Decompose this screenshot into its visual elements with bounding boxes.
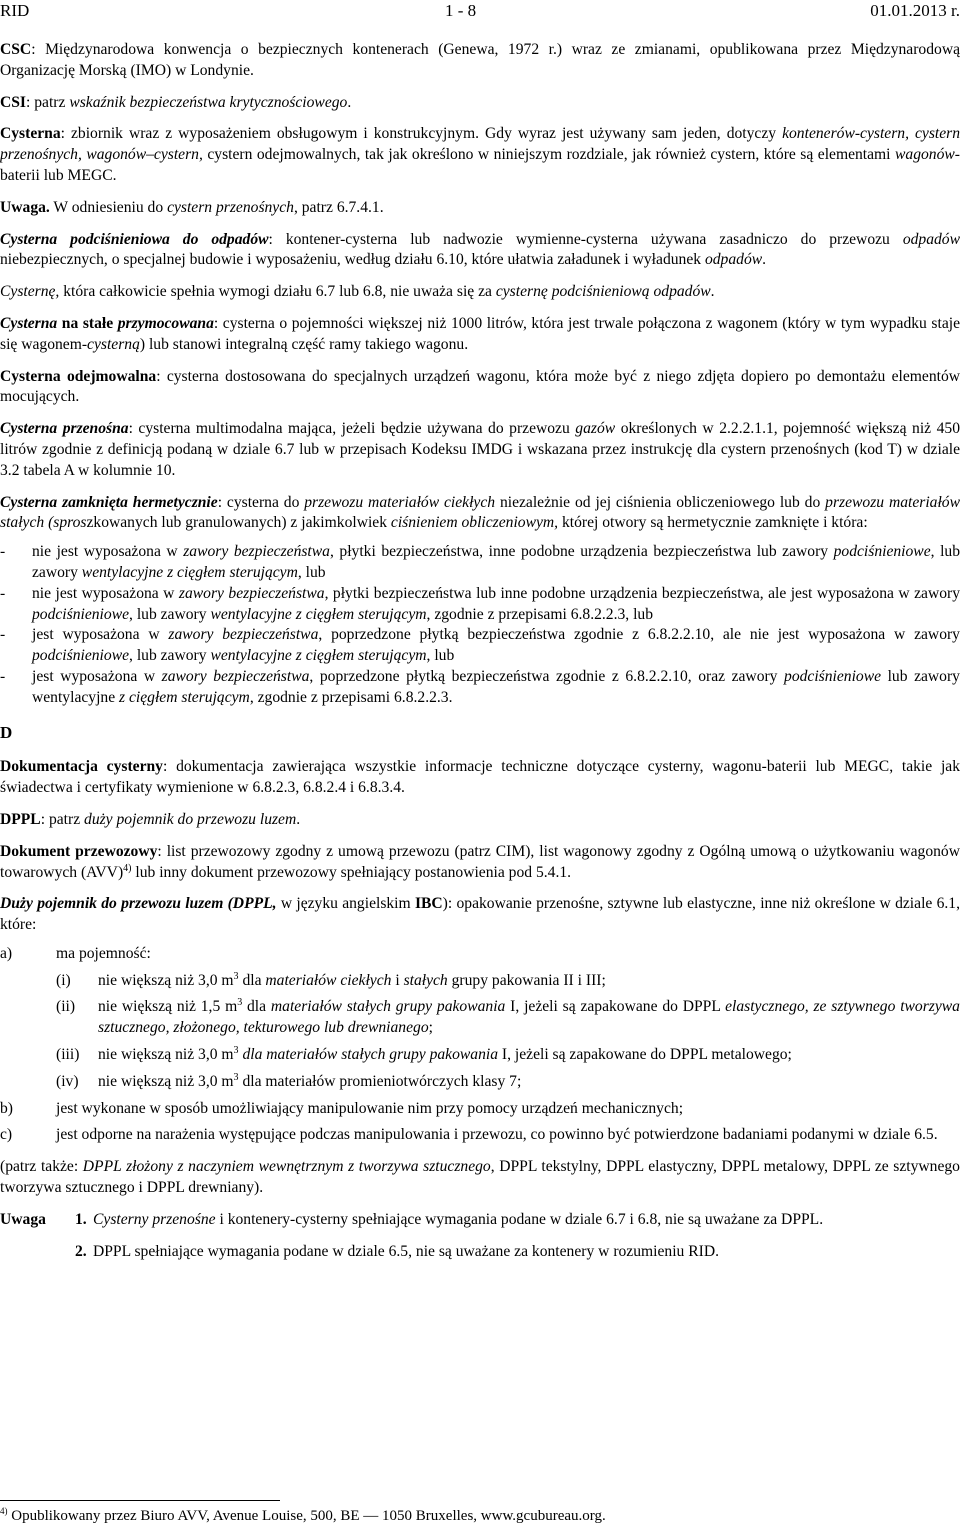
item-text: nie jest wyposażona w (32, 543, 184, 561)
item-text: nie większą niż 1,5 m (98, 998, 238, 1016)
item-text: nie jest wyposażona w (32, 584, 179, 602)
note-text: i kontenery-cysterny spełniające wymagania podane w dziale 6.7 i 6.8, nie są uważane za DPPL. (215, 1210, 824, 1228)
item-text: nie większą niż 3,0 m (98, 1046, 234, 1064)
term: Dokumentacja cysterny (0, 758, 163, 776)
term: DPPL (0, 810, 41, 828)
list-dash: - (0, 667, 6, 685)
item-text: nie większą niż 3,0 m (98, 971, 234, 989)
definition-text: : cysterna dostosowana do specjalnych urządzeń wagonu, która może być z niego zdjęta dopiero po demontażu elementów mocujących. (0, 367, 960, 406)
list-marker: b) (0, 1099, 13, 1117)
page-header (0, 0, 960, 24)
italic-text: Cysternę, (0, 283, 60, 301)
text: , DPPL tekstylny, DPPL elastyczny, DPPL metalowy, DPPL ze sztywnego tworzywa sztucznego i DPPL drewniany). (0, 1158, 960, 1197)
list-item-b (0, 1099, 960, 1120)
definition-csi (0, 93, 960, 114)
note-number: 1. (75, 1210, 87, 1228)
definition-cysterna-odejmowalna (0, 367, 960, 409)
list-item-i (0, 971, 960, 992)
definition-text: lub inny dokument przewozowy spełniający postanowienia pod 5.4.1. (131, 863, 572, 881)
list-item (0, 625, 960, 667)
definition-text: której otwory są hermetycznie zamknięte i która: (558, 514, 868, 532)
term: CSI (0, 93, 27, 111)
item-text: , lub (297, 563, 326, 581)
definition-text: ) lub stanowi integralną część ramy takiego wagonu. (139, 335, 469, 353)
item-text: I, jeżeli są zapakowane do DPPL (505, 998, 726, 1016)
note-text: , patrz 6.7.4.1. (293, 198, 384, 216)
definition-text: niebezpiecznych, o specjalnej budowie i wyposażeniu, według działu 6.10, które ułatwia załadunek i wyładunek (0, 251, 705, 269)
item-text: , zgodnie z przepisami 6.8.2.2.3. (249, 688, 453, 706)
list-dash: - (0, 626, 6, 644)
item-text: dla materiałów promieniotwórczych klasy 7; (238, 1072, 522, 1090)
definition-csc (0, 40, 960, 82)
note-2 (0, 1242, 960, 1263)
section-letter: D (0, 722, 13, 742)
italic-text: podciśnieniowe (32, 647, 130, 665)
term: Dokument przewozowy (0, 842, 158, 860)
superscript: 3 (233, 1071, 239, 1083)
term: Cysterna (0, 314, 58, 332)
note-text: W odniesieniu do (49, 198, 168, 216)
list-item (0, 667, 960, 709)
list-marker: (ii) (56, 998, 76, 1016)
list-marker: a) (0, 944, 13, 962)
item-text: , lub (426, 647, 455, 665)
definition-text: : cysterna o pojemności większej niż 1000 litrów, która jest trwale połączona z wagonem (który w tym wypadku staje się wagonem- (0, 314, 960, 353)
term: Cysterna odejmowalna (0, 367, 157, 385)
term: Cysterna (0, 125, 61, 143)
definition-text: : dokumentacja zawierająca wszystkie informacje techniczne dotyczące cysterny, wagonu-baterii lub MEGC, takie jak świadectwa i certyfikaty wymienione w 6.8.2.3, 6.8.2.4 i 6.8.3.4. (0, 758, 960, 797)
italic-text: odpadów (704, 251, 763, 269)
term: na stałe (57, 314, 118, 332)
note-text: DPPL spełniające wymagania podane w dziale 6.5, nie są uważane za kontenery w rozumieniu RID. (93, 1242, 719, 1260)
term: Cysterna przenośna (0, 420, 129, 438)
list-dash: - (0, 584, 6, 602)
item-text: dla (238, 971, 266, 989)
footnote-ref: 4) (123, 862, 132, 874)
item-text: , lub zawory (129, 605, 211, 623)
definition-text: cystern odejmowalnych, tak jak określono w niniejszym rozdziale, jak również cystern, które są elementami (202, 146, 895, 164)
italic-text: Cysterny przenośne (93, 1210, 216, 1228)
footnote-text: Opublikowany przez Biuro AVV, Avenue Louise, 500, BE — 1050 Bruxelles, www.gcubureau.org. (7, 1508, 606, 1524)
note-label: Uwaga (0, 1210, 46, 1228)
cross-reference: duży pojemnik do przewozu luzem (84, 810, 297, 828)
italic-text: DPPL złożony z naczyniem wewnętrznym z tworzywa sztucznego (82, 1158, 491, 1176)
punct: . (762, 251, 767, 269)
italic-text: zawory bezpieczeństwa (178, 584, 325, 602)
italic-text: podciśnieniowe (833, 543, 931, 561)
item-text: lub zawory wentylacyjne (32, 667, 960, 706)
list-item (0, 542, 960, 584)
list-marker: (i) (56, 971, 71, 989)
italic-text: wentylacyjne z cięgłem sterującym (210, 605, 427, 623)
italic-text: odpadów (902, 230, 960, 248)
italic-text: stałych (403, 971, 448, 989)
item-text: i (391, 971, 404, 989)
italic-text: z cięgłem sterującym (119, 688, 250, 706)
italic-text: materiałów stałych grupy pakowania (270, 998, 506, 1016)
item-text: jest odporne na narażenia występujące podczas manipulowania i przewozu, co powinno być potwierdzone badaniami podanymi w dziale 6.5. (56, 1126, 938, 1144)
term: Duży pojemnik do przewozu luzem (DPPL, (0, 895, 277, 913)
italic-text: przewozu materiałów ciekłych (304, 493, 496, 511)
item-text: jest wyposażona w (32, 667, 162, 685)
item-text: , płytki bezpieczeństwa lub inne podobne urządzenia bezpieczeństwa, ale jest wyposażona w zawory (324, 584, 960, 602)
note-number: 2. (75, 1242, 87, 1260)
italic-text: przewozu materiałów stałych (spros (0, 493, 960, 532)
definition-cysterna (0, 124, 960, 186)
bold-text: IBC (414, 895, 443, 913)
superscript: 3 (233, 970, 239, 982)
definition-text: niezależnie od jej ciśnienia obliczeniowego lub do (495, 493, 826, 511)
hermetyczna-list (0, 542, 960, 708)
definition-cysterna-podcisnieniowa (0, 230, 960, 272)
list-marker: (iii) (56, 1046, 80, 1064)
definition-text: : zbiornik wraz z wyposażeniem obsługowym i konstrukcyjnym. Gdy wyraz jest używany sam jeden, dotyczy (60, 125, 783, 143)
list-marker: c) (0, 1126, 13, 1144)
header-date: 01.01.2013 r. (870, 1, 960, 20)
item-text: , poprzedzone płytką bezpieczeństwa zgodnie z 6.8.2.2.10, oraz zawory (309, 667, 785, 685)
item-text: , zgodnie z przepisami 6.8.2.2.3, lub (426, 605, 654, 623)
punct: . (710, 283, 715, 301)
definition-text: określonych w 2.2.2.1.1, pojemność większą niż 450 litrów zgodnie z definicją podaną w dziale 6.7 lub w przepisach Kodeksu IMDG i wskazana przez instrukcję dla cystern przenośnych (kod T) w dziale 3.2 tabela A w kolumnie 10. (0, 420, 960, 479)
header-left: RID (0, 1, 30, 20)
superscript: 3 (237, 997, 243, 1009)
list-item-a (0, 944, 960, 965)
item-text: ma pojemność: (56, 944, 151, 962)
italic-text: gazów (575, 420, 616, 438)
patrz-takze (0, 1157, 960, 1199)
definition-cysterna-hermetyczna (0, 493, 960, 535)
note-uwaga (0, 198, 960, 219)
term: Cysterna zamknięta hermetycznie (0, 493, 218, 511)
italic-text: cysternę podciśnieniową odpadów (495, 283, 711, 301)
list-item-ii (0, 997, 960, 1039)
italic-text: zawory bezpieczeństwa (183, 543, 330, 561)
punct: . (347, 93, 352, 111)
cross-reference: wskaźnik bezpieczeństwa krytycznościowego (69, 93, 348, 111)
definition-text: : kontener-cysterna lub nadwozie wymienne-cysterna używana zasadniczo do przewozu (268, 230, 903, 248)
italic-text: kontenerów-cystern, cystern przenośnych, wagonów–cystern, (0, 125, 960, 164)
italic-text: wagonów (895, 146, 955, 164)
item-text: , lub zawory (129, 647, 211, 665)
definition-dokument-przewozowy (0, 842, 960, 884)
definition-text: : patrz (40, 810, 85, 828)
definition-text: : Międzynarodowa konwencja o bezpiecznych kontenerach (Genewa, 1972 r.) wraz ze zmianami, opublikowana przez Międzynarodową Organizację Morską (IMO) w Londynie. (0, 41, 960, 79)
item-text: , lub zawory (32, 543, 960, 581)
text: (patrz także: (0, 1158, 83, 1176)
italic-text: podciśnieniowe (32, 605, 130, 623)
item-text: ; (428, 1019, 433, 1037)
punct: . (296, 810, 301, 828)
list-marker: (iv) (56, 1072, 79, 1090)
definition-dppl (0, 810, 960, 831)
footnote (0, 1506, 960, 1526)
italic-text: wentylacyjne z cięgłem sterującym (81, 563, 298, 581)
note-1 (0, 1210, 960, 1231)
definition-text: zkowanych lub granulowanych) z jakimkolwiek (86, 514, 391, 532)
header-page-number: 1 - 8 (445, 1, 477, 20)
definition-dokumentacja (0, 757, 960, 799)
item-text: , poprzedzone płytką bezpieczeństwa zgodnie z 6.8.2.2.10, ale nie jest wyposażona w zawory (318, 626, 960, 644)
list-item-iv (0, 1072, 960, 1093)
list-item (0, 584, 960, 626)
italic-text: zawory bezpieczeństwa (168, 626, 319, 644)
term: CSC (0, 41, 32, 58)
italic-text: ciśnieniem obliczeniowym, (390, 514, 559, 532)
term: przymocowana (117, 314, 214, 332)
definition-cysterna-przymocowana (0, 314, 960, 356)
italic-text: cysterną (87, 335, 140, 353)
item-text: jest wykonane w sposób umożliwiający manipulowanie nim przy pomocy urządzeń mechanicznych; (56, 1099, 684, 1117)
italic-text: materiałów ciekłych (265, 971, 392, 989)
item-text: I, jeżeli są zapakowane do DPPL metalowego; (498, 1046, 792, 1064)
superscript: 3 (233, 1044, 239, 1056)
definition-text: : patrz (26, 93, 70, 111)
item-text: grupy pakowania II i III; (447, 971, 606, 989)
definition-text: ): opakowanie przenośne, sztywne lub elastyczne, inne niż określone w dziale 6.1, które: (0, 895, 960, 934)
italic-text: dla materiałów stałych grupy pakowania (242, 1046, 498, 1064)
item-text: nie większą niż 3,0 m (98, 1072, 234, 1090)
definition-text: w języku angielskim (276, 895, 415, 913)
italic-text: podciśnieniowe (784, 667, 882, 685)
list-dash: - (0, 543, 6, 561)
definition-text: która całkowicie spełnia wymogi działu 6.7 lub 6.8, nie uważa się za (59, 283, 496, 301)
definition-cysterna-przenosna (0, 419, 960, 481)
definition-text: : cysterna multimodalna mająca, jeżeli będzie używana do przewozu (128, 420, 576, 438)
italic-text: wentylacyjne z cięgłem sterującym (210, 647, 427, 665)
document-body (0, 40, 960, 1273)
list-item-iii (0, 1045, 960, 1066)
definition-duzy-pojemnik (0, 894, 960, 936)
footnote-separator (0, 1500, 280, 1501)
item-text: dla (242, 998, 271, 1016)
italic-text: cystern przenośnych (167, 198, 294, 216)
item-text: jest wyposażona w (32, 626, 169, 644)
item-text: , płytki bezpieczeństwa, inne podobne urządzenia bezpieczeństwa lub zawory (329, 543, 834, 561)
term: Cysterna podciśnieniowa do odpadów (0, 230, 269, 248)
list-item-c (0, 1125, 960, 1146)
definition-text: : list przewozowy zgodny z umową przewozu (patrz CIM), list wagonowy zgodny z Ogólną umową o użytkowaniu wagonów towarowych (AVV) (0, 842, 960, 881)
definition-text: : cysterna do (217, 493, 305, 511)
definition-text: -baterii lub MEGC. (0, 146, 960, 184)
italic-text: elastycznego, ze sztywnego tworzywa sztucznego, złożonego, tekturowego lub drewnianego (98, 998, 960, 1037)
note-label: Uwaga. (0, 198, 50, 216)
italic-text: zawory bezpieczeństwa (161, 667, 310, 685)
footnote-marker: 4) (0, 1506, 8, 1516)
podcisnieniowa-note (0, 282, 960, 303)
